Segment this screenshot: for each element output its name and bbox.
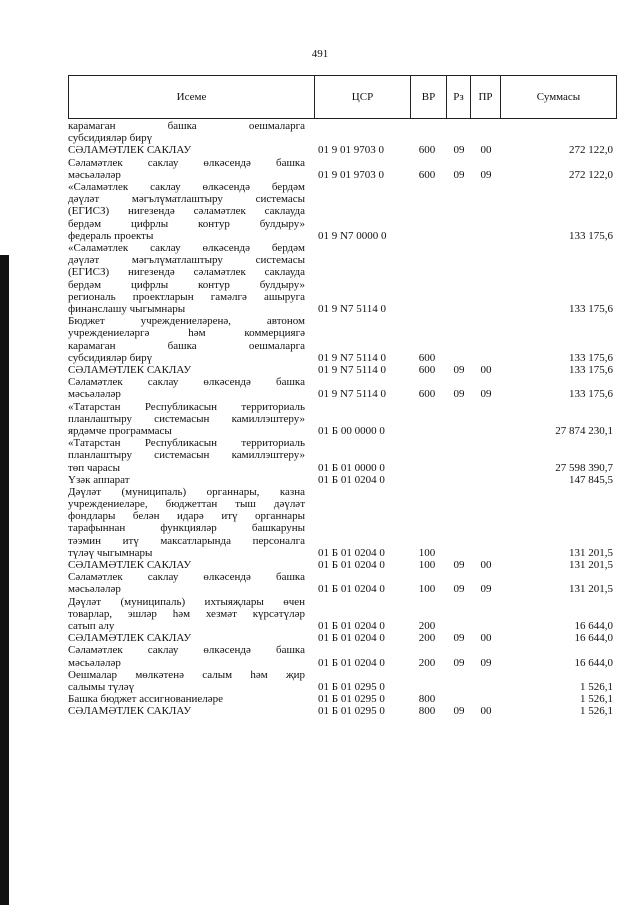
- row-name-line: түләү чыгымнары: [68, 546, 153, 559]
- header-sum: Суммасы: [536, 91, 581, 103]
- row-name-line: СӘЛАМӘТЛЕК САКЛАУ: [68, 705, 192, 718]
- row-name-line: Сәламәтлек саклау өлкәсендә башка: [68, 644, 305, 657]
- header-vr: ВР: [411, 76, 447, 118]
- row-pr: 00: [480, 632, 492, 645]
- row-name-line: дәүләт мәгълүматлаштыру системасы: [68, 254, 305, 267]
- row-name-line: Сәламәтлек саклау өлкәсендә башка: [68, 571, 305, 584]
- table-header: [68, 75, 617, 119]
- row-name: [68, 693, 305, 705]
- row-csr: 01 Б 01 0204 0: [318, 583, 385, 596]
- row-name-line: тәэмин итү максатларында персоналга: [68, 534, 305, 547]
- row-name-line: субсидияләр бирү: [68, 351, 153, 364]
- row-csr: 01 Б 01 0295 0: [318, 693, 385, 706]
- row-name-line: федераль проекты: [68, 229, 154, 242]
- row-vr: 200: [418, 656, 436, 669]
- row-name-line: финанслашу чыгымнары: [68, 302, 186, 315]
- row-name-line: Дәүләт (муниципаль) ихтыяҗлары өчен: [68, 595, 305, 608]
- row-name: [68, 632, 305, 644]
- row-csr: 01 Б 01 0000 0: [318, 461, 385, 474]
- row-name: [68, 242, 305, 315]
- row-name-line: СӘЛАМӘТЛЕК САКЛАУ: [68, 559, 192, 572]
- row-name: [68, 474, 305, 486]
- page-number: 491: [311, 48, 329, 60]
- row-vr: 800: [418, 705, 436, 718]
- row-name-line: СӘЛАМӘТЛЕК САКЛАУ: [68, 144, 192, 157]
- row-name-line: «Сәламәтлек саклау өлкәсендә бердәм: [68, 241, 305, 254]
- row-name-line: мәсьәләләр: [68, 168, 121, 181]
- row-sum: 1 526,1: [580, 693, 613, 706]
- row-sum: 27 874 230,1: [555, 424, 613, 437]
- row-name-line: Сәламәтлек саклау өлкәсендә башка: [68, 156, 305, 169]
- row-name-line: Дәүләт (муниципаль) органнары, казна: [68, 485, 305, 498]
- row-pr: 00: [480, 559, 492, 572]
- table-row: [0, 644, 640, 668]
- row-name: [68, 181, 305, 242]
- row-name-line: СӘЛАМӘТЛЕК САКЛАУ: [68, 363, 192, 376]
- row-csr: 01 Б 01 0204 0: [318, 473, 385, 486]
- row-rz: 09: [453, 632, 465, 645]
- row-csr: 01 9 N7 0000 0: [318, 229, 387, 242]
- row-rz: 09: [453, 656, 465, 669]
- table-row: [0, 559, 640, 571]
- row-csr: 01 Б 01 0204 0: [318, 620, 385, 633]
- row-rz: 09: [453, 559, 465, 572]
- row-csr: 01 9 N7 5114 0: [318, 363, 387, 376]
- row-vr: 600: [418, 351, 436, 364]
- header-rz: Рз: [447, 76, 471, 118]
- row-name-line: тарафыннан функцияләр башкаруны: [68, 522, 305, 535]
- row-sum: 1 526,1: [580, 705, 613, 718]
- header-pr: ПР: [471, 76, 501, 118]
- row-name-line: СӘЛАМӘТЛЕК САКЛАУ: [68, 632, 192, 645]
- row-pr: 09: [480, 583, 492, 596]
- row-pr: 09: [480, 168, 492, 181]
- row-name: [68, 486, 305, 559]
- row-vr: 200: [418, 620, 436, 633]
- row-sum: 1 526,1: [580, 681, 613, 694]
- table-row: [0, 120, 640, 144]
- row-name-line: Оешмалар мөлкәтенә салым һәм җир: [68, 668, 305, 681]
- row-rz: 09: [453, 363, 465, 376]
- row-name-line: Үзәк аппарат: [68, 473, 130, 486]
- row-vr: 200: [418, 632, 436, 645]
- table-row: [0, 571, 640, 595]
- row-name-line: (ЕГИСЗ) нигезендә сәламәтлек саклауда: [68, 266, 305, 279]
- row-vr: 600: [418, 388, 436, 401]
- row-csr: 01 Б 01 0295 0: [318, 705, 385, 718]
- row-sum: 133 175,6: [569, 351, 613, 364]
- row-csr: 01 9 N7 5114 0: [318, 351, 387, 364]
- table-row: [0, 474, 640, 486]
- row-pr: 00: [480, 363, 492, 376]
- row-name-line: мәсьәләләр: [68, 583, 121, 596]
- table-row: [0, 376, 640, 400]
- table-row: [0, 401, 640, 438]
- row-name: [68, 376, 305, 400]
- row-name-line: субсидияләр бирү: [68, 132, 153, 145]
- table-row: [0, 632, 640, 644]
- row-name: [68, 315, 305, 364]
- row-sum: 133 175,6: [569, 302, 613, 315]
- row-vr: 600: [418, 363, 436, 376]
- row-sum: 133 175,6: [569, 388, 613, 401]
- row-name-line: фондлары белән идарә итү органнары: [68, 510, 305, 523]
- row-name-line: планлаштыру системасын камиллэштеру»: [68, 412, 305, 425]
- table-row: [0, 705, 640, 717]
- row-sum: 27 598 390,7: [555, 461, 613, 474]
- row-sum: 16 644,0: [574, 656, 613, 669]
- row-sum: 16 644,0: [574, 620, 613, 633]
- row-name: [68, 571, 305, 595]
- row-sum: 272 122,0: [569, 168, 613, 181]
- row-name-line: төп чарасы: [68, 461, 121, 474]
- row-rz: 09: [453, 144, 465, 157]
- row-name-line: учреждениеләре, бюджеттан тыш дәүләт: [68, 498, 305, 511]
- row-name-line: «Татарстан Республикасын территориаль: [68, 437, 305, 450]
- row-name-line: карамаган башка оешмаларга: [68, 120, 305, 132]
- row-name-line: ярдәмче программасы: [68, 424, 172, 437]
- row-pr: 09: [480, 656, 492, 669]
- header-csr: ЦСР: [315, 76, 411, 118]
- row-sum: 16 644,0: [574, 632, 613, 645]
- row-csr: 01 9 N7 5114 0: [318, 302, 387, 315]
- row-csr: 01 Б 01 0295 0: [318, 681, 385, 694]
- row-name: [68, 144, 305, 156]
- row-name-line: «Сәламәтлек саклау өлкәсендә бердәм: [68, 180, 305, 193]
- row-name: [68, 596, 305, 633]
- row-pr: 00: [480, 144, 492, 157]
- table-row: [0, 596, 640, 633]
- row-name-line: планлаштыру системасын камиллэштеру»: [68, 449, 305, 462]
- row-csr: 01 Б 00 0000 0: [318, 424, 385, 437]
- table-row: [0, 181, 640, 242]
- table-row: [0, 486, 640, 559]
- row-name: [68, 157, 305, 181]
- table-row: [0, 315, 640, 364]
- row-name-line: сатып алу: [68, 620, 115, 633]
- row-name: [68, 401, 305, 438]
- row-vr: 100: [418, 583, 436, 596]
- row-sum: 133 175,6: [569, 363, 613, 376]
- row-csr: 01 9 N7 5114 0: [318, 388, 387, 401]
- row-vr: 600: [418, 144, 436, 157]
- row-name-line: карамаган башка оешмаларга: [68, 339, 305, 352]
- row-name-line: мәсьәләләр: [68, 656, 121, 669]
- row-pr: 09: [480, 388, 492, 401]
- row-sum: 147 845,5: [569, 473, 613, 486]
- row-rz: 09: [453, 388, 465, 401]
- table-row: [0, 242, 640, 315]
- row-name: [68, 644, 305, 668]
- row-name-line: (ЕГИСЗ) нигезендә сәламәтлек саклауда: [68, 205, 305, 218]
- row-csr: 01 Б 01 0204 0: [318, 559, 385, 572]
- row-name-line: мәсьәләләр: [68, 388, 121, 401]
- row-name-line: дәүләт мәгълүматлаштыру системасы: [68, 193, 305, 206]
- row-name-line: учреждениеләргә һәм коммерциягә: [68, 327, 305, 340]
- row-sum: 131 201,5: [569, 583, 613, 596]
- row-sum: 131 201,5: [569, 559, 613, 572]
- table-body: [0, 120, 640, 718]
- table-row: [0, 364, 640, 376]
- row-pr: 00: [480, 705, 492, 718]
- row-name: [68, 705, 305, 717]
- row-name: [68, 120, 305, 144]
- row-name-line: «Татарстан Республикасын территориаль: [68, 400, 305, 413]
- row-name-line: Бюджет учреждениеләренә, автоном: [68, 315, 305, 328]
- table-row: [0, 669, 640, 693]
- row-rz: 09: [453, 583, 465, 596]
- row-vr: 600: [418, 168, 436, 181]
- row-vr: 100: [418, 546, 436, 559]
- table-row: [0, 157, 640, 181]
- row-vr: 800: [418, 693, 436, 706]
- row-name: [68, 437, 305, 474]
- table-row: [0, 144, 640, 156]
- row-name-line: региональ проектларын гамәлгә ашыруга: [68, 290, 305, 303]
- row-csr: 01 Б 01 0204 0: [318, 656, 385, 669]
- row-name-line: Сәламәтлек саклау өлкәсендә башка: [68, 376, 305, 389]
- header-name: Исеме: [69, 76, 315, 118]
- row-name: [68, 364, 305, 376]
- row-name-line: товарлар, эшләр һәм хезмәт күрсәтүләр: [68, 607, 305, 620]
- row-name: [68, 559, 305, 571]
- row-name-line: салымы түләү: [68, 681, 135, 694]
- table-row: [0, 693, 640, 705]
- row-csr: 01 9 01 9703 0: [318, 168, 384, 181]
- row-name: [68, 669, 305, 693]
- row-name-line: Башка бюджет ассигнованиеләре: [68, 693, 223, 706]
- row-name-line: бердәм цифрлы контур булдыру»: [68, 217, 305, 230]
- row-csr: 01 Б 01 0204 0: [318, 632, 385, 645]
- row-sum: 133 175,6: [569, 229, 613, 242]
- row-rz: 09: [453, 705, 465, 718]
- row-sum: 131 201,5: [569, 546, 613, 559]
- row-csr: 01 Б 01 0204 0: [318, 546, 385, 559]
- row-name-line: бердәм цифрлы контур булдыру»: [68, 278, 305, 291]
- row-rz: 09: [453, 168, 465, 181]
- table-row: [0, 437, 640, 474]
- row-csr: 01 9 01 9703 0: [318, 144, 384, 157]
- row-vr: 100: [418, 559, 436, 572]
- row-sum: 272 122,0: [569, 144, 613, 157]
